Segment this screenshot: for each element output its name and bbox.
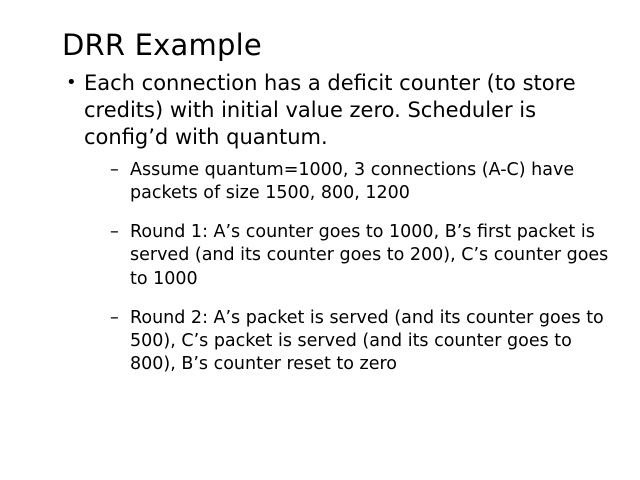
list-item [28, 70, 612, 377]
dash-marker-icon: – [110, 159, 119, 180]
bullet-text: Each connection has a deficit counter (to store credits) with initial value zero. Scheduler is config’d with quantum. [84, 70, 576, 149]
list-item [84, 159, 612, 206]
page-title: DRR Example [62, 28, 262, 62]
bullet-list-level2 [84, 159, 612, 377]
dash-marker-icon: – [110, 307, 119, 328]
list-item [84, 307, 612, 377]
subbullet-text: Round 1: A’s counter goes to 1000, B’s first packet is served (and its counter goes to 200), C’s counter goes to 1000 [130, 222, 609, 289]
bullet-list-level1 [28, 70, 612, 377]
subbullet-text: Round 2: A’s packet is served (and its counter goes to 500), C’s packet is served (and its counter goes to 800), B’s counter reset to zero [130, 307, 604, 375]
dash-marker-icon: – [110, 222, 119, 243]
bullet-marker-icon: • [66, 71, 77, 93]
list-item [84, 221, 612, 291]
subbullet-text: Assume quantum=1000, 3 connections (A-C) have packets of size 1500, 800, 1200 [130, 159, 575, 203]
